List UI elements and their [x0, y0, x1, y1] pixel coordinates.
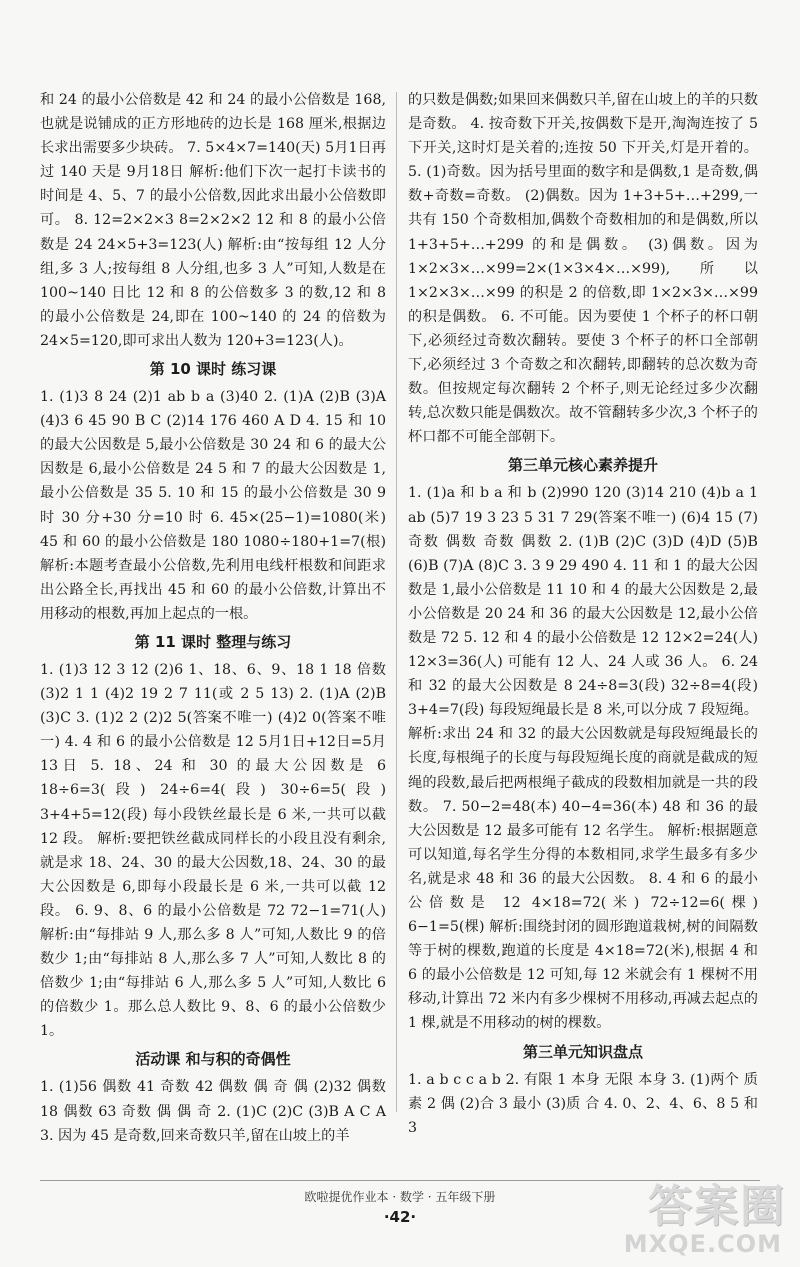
answer-paragraph: 1. (1)56 偶数 41 奇数 42 偶数 偶 奇 偶 (2)32 偶数 18 偶数 63 奇数 偶 偶 奇 2. (1)C (2)C (3)B A C A 3. 因为 45 是奇数,回来奇数只羊,留在山坡上的羊: [40, 1079, 386, 1144]
unit-heading: 第三单元核心素养提升: [507, 456, 658, 475]
lesson-heading: 活动课 和与积的奇偶性: [135, 1050, 291, 1069]
column-divider: [396, 92, 397, 1112]
lesson-heading: 第 10 课时 练习课: [149, 360, 277, 379]
answer-paragraph: 1. (1)3 8 24 (2)1 ab b a (3)40 2. (1)A (2)B (3)A (4)3 6 45 90 B C (2)14 176 460 A D 4. 15 和 10 的最大公因数是 5,最小公倍数是 30 24 和 6 的最大公因数是 6,最小公倍数是 24 5 和 7 的最大公因数是 1,最小公倍数是 35 5. 10 和 15 的最小公倍数是 30 9 时 30 分+30 分=10 时 6. 45×(25−1)=1080(米) 45 和 60 的最小公倍数是 180 1080÷180+1=7(根) 解析:本题考查最小公倍数,先利用电线杆根数和间距求出公路全长,再找出 45 和 60 的最小公倍数,计算出不用移动的根数,再加上起点的一根。: [40, 389, 386, 622]
unit-heading: 第三单元知识盘点: [522, 1042, 643, 1061]
book-title: 欧啦提优作业本 · 数学 · 五年级下册: [304, 1190, 496, 1204]
answer-paragraph: 的只数是偶数;如果回来偶数只羊,留在山坡上的羊的只数是奇数。 4. 按奇数下开关,按偶数下是开,淘淘连按了 5 下开关,这时灯是关着的;连按 50 下开关,灯是开着的。 5. (1)奇数。因为括号里面的数字和是偶数,1 是奇数,偶数+奇数=奇数。 (2)偶数。因为 1+3+5+…+299,一共有 150 个奇数相加,偶数个奇数相加的和是偶数,所以 1+3+5+…+299 的和是偶数。 (3)偶数。因为 1×2×3×…×99=2×(1×3×4×…×99),所以 1×2×3×…×99 的积是 2 的倍数,即 1×2×3×…×99 的积是偶数。 6. 不可能。因为要使 1 个杯子的杯口朝下,必须经过奇数次翻转。要使 3 个杯子的杯口全部朝下,必须经过 3 个奇数之和次翻转,即翻转的总次数为奇数。但按规定每次翻转 2 个杯子,则无论经过多少次翻转,总次数只能是偶数次。故不管翻转多少次,3 个杯子的杯口都不可能全部朝下。: [408, 92, 758, 446]
page-number: ·42·: [383, 1208, 417, 1226]
lesson-heading: 第 11 课时 整理与练习: [134, 632, 292, 651]
watermark-url: MXQE.COM: [623, 1230, 782, 1258]
right-column: [408, 88, 758, 1140]
answer-paragraph: 1. (1)a 和 b a 和 b (2)990 120 (3)14 210 (4)b a 1 ab (5)7 19 3 23 5 31 7 29(答案不唯一) (6)4 15 (7)奇数 偶数 奇数 偶数 2. (1)B (2)C (3)D (4)D (5)B (6)B (7)A (8)C 3. 3 9 29 490 4. 11 和 1 的最大公因数是 1,最小公倍数是 11 10 和 4 的最大公因数是 2,最小公倍数是 20 24 和 36 的最大公因数是 12,最小公倍数是 72 5. 12 和 4 的最小公倍数是 12 12×2=24(人) 12×3=36(人) 可能有 12 人、24 人或 36 人。 6. 24 和 32 的最大公因数是 8 24÷8=3(段) 32÷8=4(段) 3+4=7(段) 每段短绳最长是 8 米,可以分成 7 段短绳。 解析:求出 24 和 32 的最大公因数就是每段短绳最长的长度,每根绳子的长度与每段短绳长度的商就是截成的短绳的段数,最后把两根绳子截成的段数相加就是一共的段数。 7. 50−2=48(本) 40−4=36(本) 48 和 36 的最大公因数是 12 最多可能有 12 名学生。 解析:根据题意可以知道,每名学生分得的本数相同,求学生最多有多少名,就是求 48 和 36 的最大公因数。 8. 4 和 6 的最小公倍数是 12 4×18=72(米) 72÷12=6(棵) 6−1=5(棵) 解析:围绕封闭的圆形跑道栽树,树的间隔数等于树的棵数,跑道的长度是 4×18=72(米),根据 4 和 6 的最小公倍数是 12 可知,每 12 米就会有 1 棵树不用移动,计算出 72 米内有多少棵树不用移动,再减去起点的 1 棵,就是不用移动的树的棵数。: [408, 485, 758, 1032]
watermark-logo: 答案圈: [648, 1181, 786, 1232]
answer-paragraph: 1. a b c c a b 2. 有限 1 本身 无限 本身 3. (1)两个 质 素 2 偶 (2)合 3 最小 (3)质 合 4. 0、2、4、6、8 5 和 3: [408, 1071, 758, 1136]
answer-paragraph: 1. (1)3 12 3 12 (2)6 1、18、6、9、18 1 18 倍数 (3)2 1 1 (4)2 19 2 7 11(或 2 5 13) 2. (1)A (2)B (3)C 3. (1)2 2 (2)2 5(答案不唯一) (4)2 0(答案不唯一) 4. 4 和 6 的最小公倍数是 12 5月1日+12日=5月13日 5. 18、24 和 30 的最大公因数是 6 18÷6=3(段) 24÷6=4(段) 30÷6=5(段) 3+4+5=12(段) 每小段铁丝最长是 6 米,一共可以截 12 段。 解析:要把铁丝截成同样长的小段且没有剩余,就是求 18、24、30 的最大公因数,18、24、30 的最大公因数是 6,即每小段最长是 6 米,一共可以截 12 段。 6. 9、8、6 的最小公倍数是 72 72−1=71(人) 解析:由“每排站 9 人,那么多 8 人”可知,人数比 9 的倍数少 1;由“每排站 8 人,那么多 7 人”可知,人数比 8 的倍数少 1;由“每排站 6 人,那么多 5 人”可知,人数比 6 的倍数少 1。那么总人数比 9、8、6 的最小公倍数少 1。: [40, 661, 386, 1040]
site-watermark: [596, 1170, 786, 1260]
left-column: [40, 88, 386, 1148]
answer-paragraph: 和 24 的最小公倍数是 42 和 24 的最小公倍数是 168,也就是说铺成的正方形地砖的边长是 168 厘米,根据边长求出需要多少块砖。 7. 5×4×7=140(天) 5月1日再过 140 天是 9月18日 解析:他们下次一起打卡读书的时间是 4、5、7 的最小公倍数,因此求出最小公倍数即可。 8. 12=2×2×3 8=2×2×2 12 和 8 的最小公倍数是 24 24×5+3=123(人) 解析:由“按每组 12 人分组,多 3 人;按每组 8 人分组,也多 3 人”可知,人数是在 100~140 日比 12 和 8 的公倍数多 3 的数,12 和 8 的最小公倍数是 24,即在 100~140 的 24 的倍数为 24×5=120,即可求出人数为 120+3=123(人)。: [40, 92, 386, 349]
